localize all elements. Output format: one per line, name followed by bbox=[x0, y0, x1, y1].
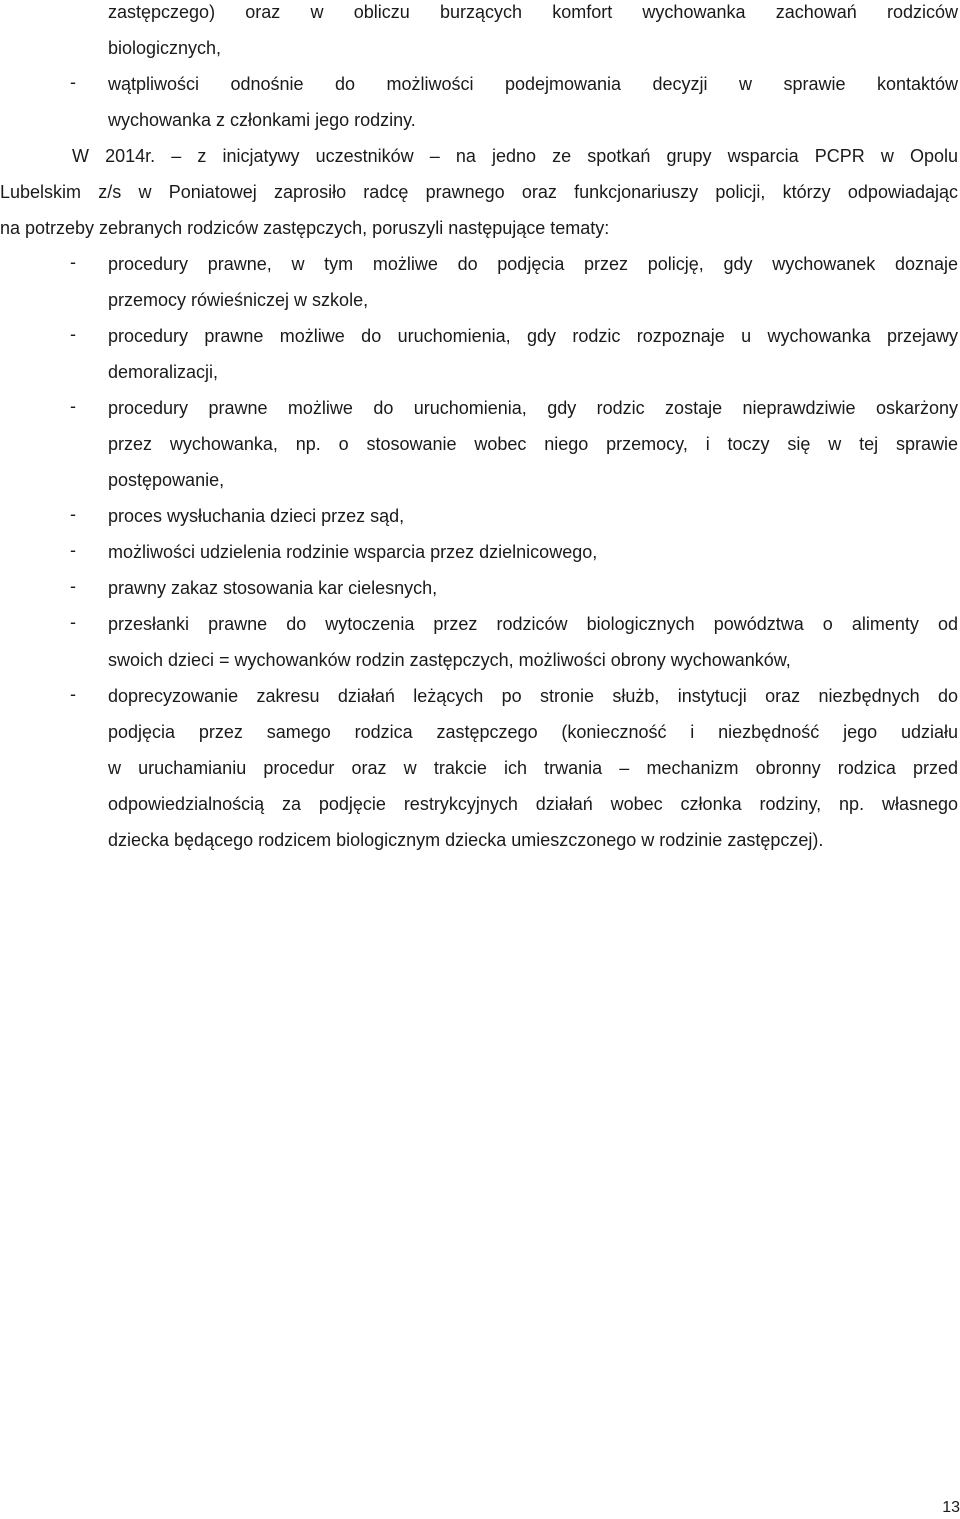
list-item bbox=[0, 252, 958, 324]
text-line: proces wysłuchania dzieci przez sąd, bbox=[108, 506, 405, 526]
bullet-dash: - bbox=[70, 576, 76, 596]
text-line: demoralizacji, bbox=[108, 362, 219, 382]
list-item bbox=[0, 540, 958, 576]
text-line: doprecyzowanie zakresu działań leżących po stronie służb, instytucji oraz niezbędnych do bbox=[108, 686, 958, 706]
bullet-dash: - bbox=[70, 396, 76, 416]
bullet-dash: - bbox=[70, 684, 76, 704]
list-item bbox=[0, 324, 958, 396]
text-line: procedury prawne, w tym możliwe do podjęcia przez policję, gdy wychowanek doznaje bbox=[108, 254, 958, 274]
text-line: procedury prawne możliwe do uruchomienia, gdy rodzic zostaje nieprawdziwie oskarżony bbox=[108, 398, 958, 418]
text-line: W 2014r. – z inicjatywy uczestników – na jedno ze spotkań grupy wsparcia PCPR w Opolu bbox=[72, 146, 958, 166]
text-line: postępowanie, bbox=[108, 470, 225, 490]
list-item bbox=[0, 396, 958, 504]
text-line: wychowanka z członkami jego rodziny. bbox=[108, 110, 416, 130]
text-line: procedury prawne możliwe do uruchomienia, gdy rodzic rozpoznaje u wychowanka przejawy bbox=[108, 326, 958, 346]
list-item bbox=[0, 576, 958, 612]
list-item bbox=[0, 612, 958, 684]
text-line: w uruchamianiu procedur oraz w trakcie ich trwania – mechanizm obronny rodzica przed bbox=[108, 758, 958, 778]
list-item bbox=[0, 72, 958, 144]
paragraph bbox=[0, 144, 958, 252]
bullet-dash: - bbox=[70, 504, 76, 524]
bullet-dash: - bbox=[70, 324, 76, 344]
text-line: na potrzeby zebranych rodziców zastępczych, poruszyli następujące tematy: bbox=[0, 218, 610, 238]
text-line: prawny zakaz stosowania kar cielesnych, bbox=[108, 578, 438, 598]
list-item bbox=[0, 504, 958, 540]
text-line: przesłanki prawne do wytoczenia przez rodziców biologicznych powództwa o alimenty od bbox=[108, 614, 958, 634]
bullet-dash: - bbox=[70, 72, 76, 92]
text-line: zastępczego) oraz w obliczu burzących komfort wychowanka zachowań rodziców bbox=[108, 2, 958, 22]
bullet-dash: - bbox=[70, 252, 76, 272]
text-line: przez wychowanka, np. o stosowanie wobec niego przemocy, i toczy się w tej sprawie bbox=[108, 434, 958, 454]
text-line: podjęcia przez samego rodzica zastępczego (konieczność i niezbędność jego udziału bbox=[108, 722, 958, 742]
text-line: przemocy rówieśniczej w szkole, bbox=[108, 290, 369, 310]
list-item bbox=[0, 684, 958, 864]
text-line: Lubelskim z/s w Poniatowej zaprosiło radcę prawnego oraz funkcjonariuszy policji, którzy odpowiadając bbox=[0, 182, 958, 202]
text-line: wątpliwości odnośnie do możliwości podejmowania decyzji w sprawie kontaktów bbox=[108, 74, 958, 94]
text-line: możliwości udzielenia rodzinie wsparcia przez dzielnicowego, bbox=[108, 542, 598, 562]
intro-continuation bbox=[0, 0, 958, 72]
topics-list bbox=[0, 252, 958, 864]
text-line: swoich dzieci = wychowanków rodzin zastępczych, możliwości obrony wychowanków, bbox=[108, 650, 791, 670]
text-line: biologicznych, bbox=[108, 38, 222, 58]
text-line: odpowiedzialnością za podjęcie restrykcyjnych działań wobec członka rodziny, np. własnego bbox=[108, 794, 958, 814]
bullet-dash: - bbox=[70, 540, 76, 560]
page-number: 13 bbox=[942, 1499, 960, 1516]
bullet-dash: - bbox=[70, 612, 76, 632]
text-line: dziecka będącego rodzicem biologicznym dziecka umieszczonego w rodzinie zastępczej). bbox=[108, 830, 824, 850]
